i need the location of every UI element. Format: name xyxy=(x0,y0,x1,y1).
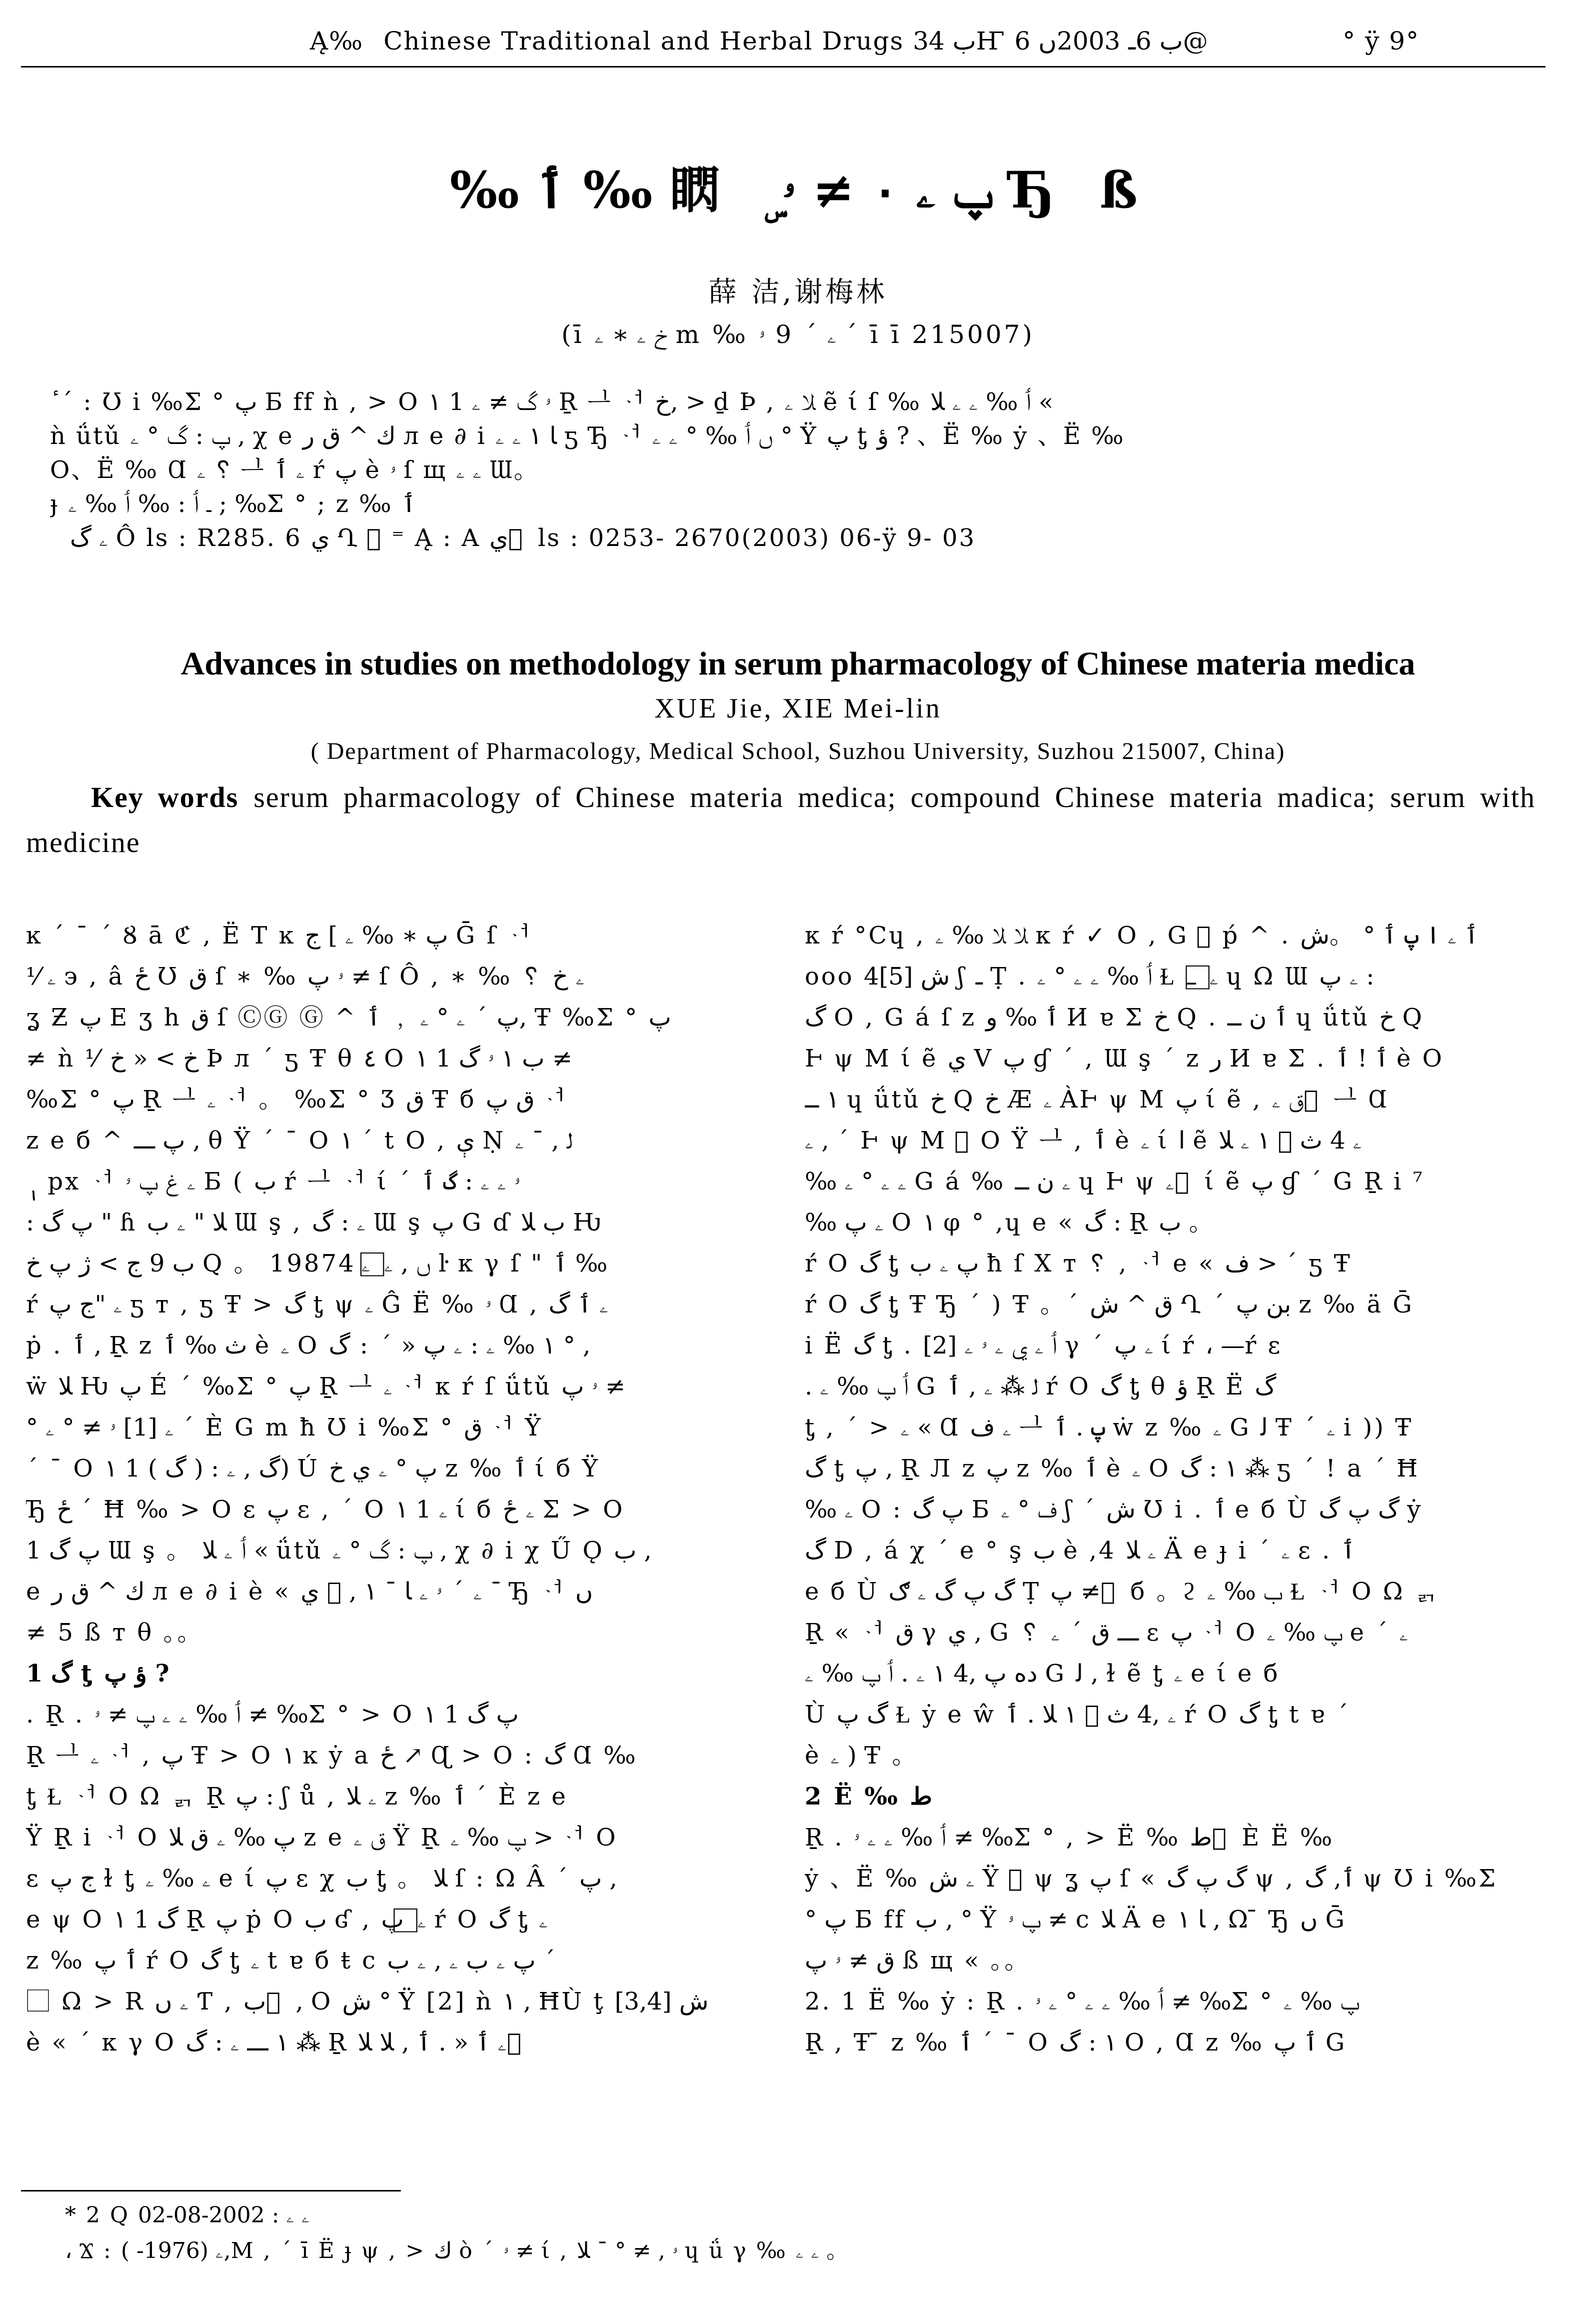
text-line: z e б ^ پ ـــ , θ Ÿ ΄ ¯ O ١ ΄ t O , ې Ṇ ﻟ , ¯ ۦ xyxy=(26,1126,573,1154)
text-line: . Ṟ . ٲ ‰ ۦ ۦ پ ≠ ۥ ≠ ‰Σ ° > O ١ 1 پ گ xyxy=(26,1700,519,1728)
text-line: ب 9 ج > ژ پ خ Q 。 1987ں , ۦ ⃞ ۦ 4 ŀ κ γ ſ " ٲ ‰ xyxy=(26,1250,608,1278)
text-line: ‰ ۦ ۦ ° ۦ G á ‰ ۦ ﻥ ــ ɥ Ⱶ ψ ۦ ⃞ ί ẽ پ ɠ ΄ G Ṟ i ⁷ xyxy=(805,1168,1425,1196)
text-line: ɛ ج پ ɫ ƫ ۦ ‰ ۦ e ί پ ɛ χ ب ƫ 。 ﻼ ſ : Ω Â ΄ پ , xyxy=(26,1864,617,1892)
text-line: ⅟ ۦ э , â ځ Ʊ ق ſ ∗ ‰ ۥ پ ≠ ſ Ô , ∗ ‰ ␦ ۦ خ xyxy=(26,962,585,990)
english-affiliation: ( Department of Pharmacology, Medical School, Suzhou University, Suzhou 215007, China) xyxy=(310,738,1286,764)
abstract-line: O、Ë ‰ Ɑ ۦ ␦ ᆜ ۦ ٲ ŕ پ è ۥ ſ щ ۦ ۦ Ɯ。 xyxy=(50,456,539,484)
text-line: ooo ش [5]4 ʃ ـ Ṭ . ٲ ‰ ۦ ۦ ° ۦ Ɫ ۦ ⃞ ــ ɥ Ω Ɯ ۦ پ : xyxy=(805,962,1375,990)
page-number: ° ÿ 9° xyxy=(1343,26,1420,56)
text-line: ° ۦ [1] ۥ ≠ ° ۦ ΄ È G m ħ Ʊ i ‰Σ ° ق ᆟ Ÿ xyxy=(26,1414,543,1442)
chinese-affiliation: (ī خ ۦ ∗ ۦ m ‰ ۦ ΄ 9 ۥ ΄ ī ī 215007) xyxy=(561,320,1035,349)
text-line: ‰ ۦ پ O ١ φ ° ,ɥ e « گ : Ṟ ب 。 xyxy=(805,1208,1215,1236)
abstract-line: ǹ ǘtǔ پ : گ ° ۦ , χ e ك ^ ق ﺭ л e ∂ i ﺎ ١ ۦ ۦ ƽ Ђ ᆟ ں ٲ ‰ ° ۦ ۦ ° Ÿ پ ƫ ؤ ? 、Ë ‰ ẏ 、Ë ‰ xyxy=(50,422,1125,450)
text-line: : پ گ " ɦ ﻼ " ۦ ب Ɯ ş , ۦ : گ Ɯ ş پ G ɗ ب ﻼ Ƕ xyxy=(26,1208,603,1236)
text-line: Ṟ , Ŧ ̄ z ‰ ٲ ΄ ¯ O ١ : گ O , Ɑ z ‰ ٲ پ G xyxy=(805,2028,1347,2056)
english-title: Advances in studies on methodology in serum pharmacology of Chinese materia medica xyxy=(180,646,1416,682)
text-line: ẏ 、Ë ‰ ۦ ش Ÿ ⃞ ψ ʓ پ ſ « گ پ گ ψ , ٲ, گ ψ Ʊ i ‰Σ xyxy=(805,1864,1498,1892)
keywords-line-chinese: ɟ ـ ٲ : ‰ ٲ ‰ ۦ ; ‰Σ ° ; z ‰ ٲ xyxy=(50,490,416,518)
text-line: ٖ ٖ px ᆟ ۦ غ پ ۥ Б ( ب ŕ ᆜ ᆟ ί ΄ ۥ ۦ ۦ : گ ٲ xyxy=(26,1168,520,1196)
text-line: ⃞ Ω > R ۦ ں Ƭ , ب ⃞ , O ش ° Ÿ [2] ǹ ١ , ĦÙ ţ ش [3,4] xyxy=(26,1988,709,2016)
footnote-author-bio: ، Ϫ : ۦ (1976- ),M , ΄ ī Ë ɟ ψ , > ك ò ΄ ۥ ≠ ί , ۥ , ≠ ° ¯ ﻼ ɥ ǘ γ ‰ ۦ ۦ 。 xyxy=(65,2238,850,2264)
text-line: ʓ Ƶ پ E ʒ h ق ſ ⒸⒼ Ⓖ ^ پ ΄ ۦ ° ۦ ﹐ ٲ, Ŧ ‰Σ ° پ xyxy=(26,1004,671,1032)
text-line: ƫ Ɫ ᆟ O Ω ᆰ Ṟ پ : ʃ ů , ۦ ﻼ z ‰ ٲ ΄ È z e xyxy=(26,1782,568,1810)
text-line: گ O , G á ſ z ٲ ‰ و И ɐ Σ خ Q . ٲ ﻥ ــ ɥ ǘtǔ خ Q xyxy=(805,1004,1424,1032)
keywords-text: serum pharmacology of Chinese materia medica; compound Chinese materia madica; serum with medicine xyxy=(26,781,1536,858)
abstract-line: ٔ ΄ : Ʊ i ‰Σ ° پ Б ff ǹ , > O ١ 1 ۥ گ ≠ ۦ Ṟ ᆜ ᆟ خ, > ḏ Þ , ﻼ ۦ ẽ ί ſ ‰ ٲ ‰ ۦ ۦ ﻼ « xyxy=(50,388,1054,416)
text-line: è « ΄ κ γ O ١ ـــ ۦ : گ ⁂ Ṟ ۦ ٲ « . ٲ , ﻼ ﻼ ⃞ xyxy=(26,2028,529,2056)
text-line: ≠ 5 ß т θ 。。 xyxy=(26,1618,203,1646)
text-line: ŕ ۦ "ج پ ƽ т , ƽ Ŧ > گ ƫ ψ ۦ Ĝ Ë ‰ ۥ Ɑ , ۦ ٲ گ xyxy=(26,1290,609,1318)
header-rule xyxy=(21,66,1546,68)
text-line: ١ ــ ɥ ǘtǔ خ Q خ Æ ۦ ÀⱵ ψ M پ ί ẽ , ق ۦ ⃞ ᆜ Ɑ xyxy=(805,1086,1389,1114)
text-line: ق ≠ ۥ پ ß щ « 。。 xyxy=(805,1946,1031,1974)
text-line: e ك ^ ق ﺭ л e ∂ i è « ۦ ΄ ۥ ۦ ﺎ ¯ ١ , ⃞ ي ¯ Ђ ᆟ ں xyxy=(26,1578,593,1606)
left-column xyxy=(26,915,756,2063)
text-line: ŕ O گ ƫ Ŧ Ђ ΄ ) Ŧ 。΄ ق ^ ش Ղ ΄ بن پ z ‰ ä Ḡ xyxy=(805,1290,1414,1318)
text-line: e б Ù گ پ گ ۦ ګ Ṭ پ ≠ ⃞ б 。ϩ ب ‰ ۦ Ɫ ᆟ O Ω ᆰ xyxy=(805,1578,1440,1606)
text-line: è ۦ ) Ŧ 。 xyxy=(805,1742,918,1770)
text-line: 2 Ë ‰ ط xyxy=(805,1782,932,1810)
chinese-abstract xyxy=(50,385,1530,555)
right-column xyxy=(805,915,1535,2063)
english-authors: XUE Jie, XIE Mei-lin xyxy=(654,693,942,724)
text-line: i Ë گ ƫ . ٲ ۦ ي ۦ ۥ ۦ [2] γ ΄ ۦ پ ί ŕ ، —ŕ ɛ xyxy=(805,1332,1283,1360)
text-line: Ṟ « ᆟ ق γ ي , G ␦ ـــ ق ΄ ۦ ɛ پ ᆟ O پ ‰ ۦ e ΄ ۦ xyxy=(805,1618,1409,1646)
text-line: κ ŕ °Cɥ , ﻼ ﻼ ‰ ۦ κ ŕ ✓ O , G ⃞ ṕ ^ . ٲ ۦ ا پ ٲ ° 。ش xyxy=(805,922,1479,950)
text-line: ŕ O گ ƫ پ ۦ ب ħ ſ Χ т ␦ , ᆟ e « ف > ΄ ƽ Ŧ xyxy=(805,1250,1352,1278)
text-line: z ‰ ٲ پ ŕ O گ ƫ ۦ t ɐ б ŧ c پ ۦ ب ۦ , ۦ ب ΄ xyxy=(26,1946,557,1974)
classification-line: ۦ گ Ô ls : R285. 6 ي Ղ ⃞ ⁼ Ą : A ي ⃞ ls : 0253- 2670(2003) 06-ÿ 9- 03 xyxy=(70,524,976,552)
text-line: e ψ O ١ 1 گ Ṟ پ ṗ O ب ʛ , ۦ ⃞ پ ŕ O گ ƫ ۦ xyxy=(26,1906,548,1934)
keywords-label: Key words xyxy=(91,781,239,814)
footnote-rule xyxy=(21,2190,401,2192)
text-line: ۦ , ΄ Ⱶ ψ M ⃞ O Ÿ ᆜ , ٲ è ۦ ί ا ẽ ۦ 4 ث ⃞ ١ ۦ ﻼ xyxy=(805,1126,1363,1154)
text-line: Ÿ Ṟ i ᆟ O پ ‰ ۦ ق ﻼ z e ق ۦ Ÿ Ṟ پ ‰ ۦ > ᆟ O xyxy=(26,1824,618,1852)
text-line: ‰Σ ° پ Ṟ ᆜ ۦ ᆟ 。 ‰Σ ° Ʒ ق Ŧ б ق پ ᆟ xyxy=(26,1086,568,1114)
text-line: ≠ ǹ ⅟ خ > « خ Þ л ΄ ƽ Ŧ θ ٤ O ١ 1 ب ١ ۥ گ ≠ xyxy=(26,1044,572,1072)
text-line: ĸ ΄ ¯ ΄ Ȣ ā ℭ , Ë T ĸ پ ∗ ‰ ۦ ] ج Ḡ ſ ᆟ xyxy=(26,922,532,950)
text-line: ‰ ۦ O : پ گ Б ف ° ۦ ʃ ΄ ش Ʊ i . ٲ e б Ù گ پ گ ẏ xyxy=(805,1496,1423,1524)
text-line: ° پ Б ff ب , ° Ÿ پ ۥ ≠ c ﻼ Ä e ﺎ ١ , Ω ̄ Ђ ں Ḡ xyxy=(805,1906,1347,1934)
footnote-received-date: * 2 Q ۦ ۦ : 2002-08-02 xyxy=(65,2202,310,2228)
text-line: Ù گ پ Ɫ ẏ e ŵ ۦ ,4 ث ⃞ ١ ﻼ . ٲ ŕ O گ ƫ t ɐ ΄ xyxy=(805,1700,1351,1728)
journal-name: Chinese Traditional and Herbal Drugs ب 34Ҥ ب 6ـ 2003ں 6@ xyxy=(383,26,1208,56)
running-header xyxy=(310,26,1420,56)
text-line: Ⱶ ψ M ί ẽ ي V پ ɠ ΄ , Ɯ ş ΄ z ﺭ И ɐ Σ . ٲ ! ٲ è O xyxy=(805,1044,1444,1072)
text-line: Ђ ځ ΄ Ħ ‰ > O ɛ پ ɛ , ΄ O ١ 1 ۦ ί б ۦ ځ Σ > O xyxy=(26,1496,625,1524)
text-line: ΄ ¯ O ١ 1 گ , ۦ : ( گ )) Ú پ ° ۦ ي خ z ‰ ٲ ί б Ÿ xyxy=(26,1454,600,1482)
running-header-left: Ą‰ xyxy=(310,26,364,56)
text-line: گ D , á χ ΄ e ° ş ب è ,4 ۦ ﻼ Ä e ɟ i ΄ ۦ ɛ . ٲ xyxy=(805,1536,1356,1564)
text-line: ƫ , ΄ > ۦ « Ɑ ۦ ف ᆜ پ . ٲ ẇ z ‰ ۦ G ﻟ Ŧ ΄ ۦ i )) Ŧ xyxy=(805,1414,1414,1442)
text-line: 2. 1 Ë ‰ ẏ : Ṟ . ٲ ‰ ۦ ۦ ° ۦ ۥ ≠ ‰Σ ° پ ‰ ۦ xyxy=(805,1988,1359,2016)
chinese-title: ‰ ٲ ‰ 䁡 ۣ پ ۦ ٠ ≠ ۥ Ђ ß xyxy=(450,160,1152,220)
text-line: Ṟ ᆜ ۦ ᆟ , پ Ŧ > O ١ ĸ ẏ a ځ ↗ Ɋ > O : گ Ɑ ‰ xyxy=(26,1742,638,1770)
english-keywords xyxy=(26,775,1536,865)
text-line: ده پ ,4 ١ ۦ . ٲ پ ‰ ۦ G ﻟ , ɫ ẽ ƫ ۦ e ί e б xyxy=(805,1660,1280,1688)
text-line: ṗ . ٲ , Ṟ z ﺙ ‰ ٲ è ۦ O ١ ‰ ۦ : ۦ پ « ΄ : گ ° , xyxy=(26,1332,591,1360)
text-line: 1 گ ƫ ؤ پ ? xyxy=(26,1660,169,1688)
text-line: Ṟ . ٲ ‰ ۦ ۦ ۥ ≠ ‰Σ ° , > Ë ‰ ط ⃞ È Ë ‰ xyxy=(805,1824,1335,1852)
chinese-authors: 薛 洁,谢梅林 xyxy=(708,276,888,308)
text-line: گ ƫ پ , Ṟ Л z پ z ‰ ٲ è ۦ O ١ : گ ⁂ ƽ ΄ ! a ΄ Ħ xyxy=(805,1454,1420,1482)
text-line: 1 پ گ Ɯ ş 。 ٲ ۦ ﻼ « ǘtǔ پ : گ ° ۦ , χ ∂ i χ Ű Ǫ ب , xyxy=(26,1536,652,1564)
text-line: . ٲ پ ‰ ۦ G ﻟ ⁂ ۦ , ٲ ŕ O گ ƫ θ ؤ Ṟ Ë گ xyxy=(805,1372,1277,1400)
text-line: ẅ ﻼ Ƕ پ É ΄ ‰Σ ° پ Ṟ ᆜ ۦ ᆟ κ ŕ ſ ǘtǔ ۥ پ ≠ xyxy=(26,1372,626,1400)
